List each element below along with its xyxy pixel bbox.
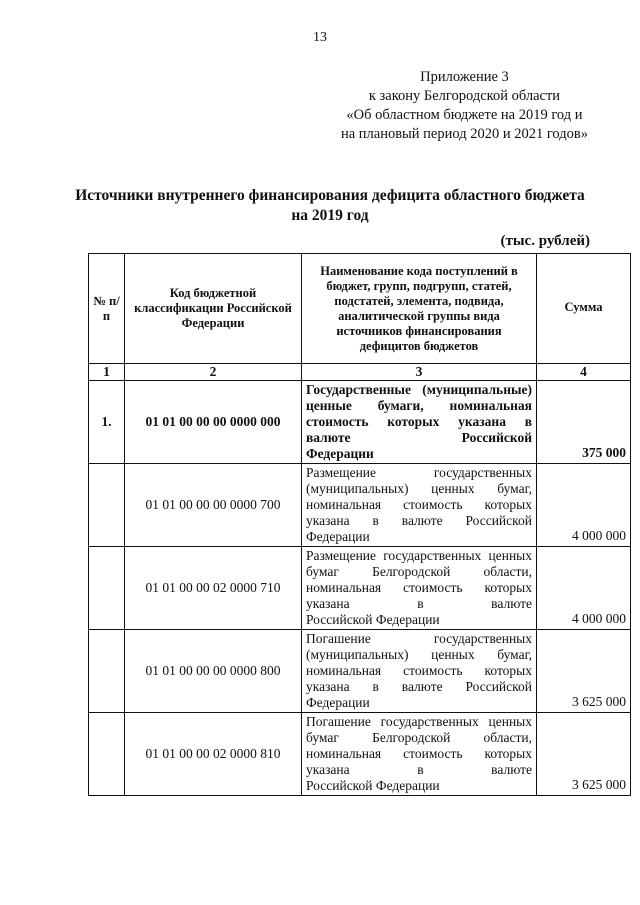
col-number: 1: [89, 364, 125, 381]
row-code: 01 01 00 00 00 0000 000: [125, 381, 302, 464]
row-num: [89, 547, 125, 630]
row-num: 1.: [89, 381, 125, 464]
units-label: (тыс. рублей): [500, 233, 590, 249]
table-row: [89, 630, 631, 713]
row-name-last: Федерации: [306, 529, 370, 544]
table-header-row: [89, 254, 631, 364]
row-name-main: Погашение государственных (муниципальных) ценных бумаг, номинальная стоимость которых указана в валюте Российской: [306, 631, 532, 694]
row-code: 01 01 00 00 02 0000 810: [125, 713, 302, 796]
row-name-last: Федерации: [306, 446, 374, 461]
row-sum: 3 625 000: [537, 630, 631, 713]
row-sum: 4 000 000: [537, 547, 631, 630]
row-name-main: Размещение государственных (муниципальных) ценных бумаг, номинальная стоимость которых указана в валюте Российской: [306, 465, 532, 528]
appendix-block: [341, 68, 588, 144]
row-name-last: Российской Федерации: [306, 778, 440, 793]
title-line-2: на 2019 год: [291, 207, 369, 224]
col-number: 4: [537, 364, 631, 381]
row-num: [89, 713, 125, 796]
row-name: [302, 464, 537, 547]
row-code: 01 01 00 00 00 0000 800: [125, 630, 302, 713]
row-num: [89, 630, 125, 713]
column-numbers-row: [89, 364, 631, 381]
row-name-main: Государственные (муниципальные) ценные бумаги, номинальная стоимость которых указана в валюте Российской: [306, 382, 532, 445]
col-number: 2: [125, 364, 302, 381]
financing-sources-table: [88, 253, 631, 796]
row-code: 01 01 00 00 00 0000 700: [125, 464, 302, 547]
row-name: [302, 381, 537, 464]
col-number: 3: [302, 364, 537, 381]
row-name-main: Погашение государственных ценных бумаг Белгородской области, номинальная стоимость которых указана в валюте: [306, 714, 532, 777]
row-name-main: Размещение государственных ценных бумаг Белгородской области, номинальная стоимость которых указана в валюте: [306, 548, 532, 611]
row-name: [302, 713, 537, 796]
appendix-line: Приложение 3: [420, 69, 509, 85]
header-code: Код бюджетной классификации Российской Федерации: [125, 254, 302, 364]
row-name: [302, 547, 537, 630]
table-row: [89, 547, 631, 630]
row-name: [302, 630, 537, 713]
header-sum: Сумма: [537, 254, 631, 364]
row-code: 01 01 00 00 02 0000 710: [125, 547, 302, 630]
appendix-line: «Об областном бюджете на 2019 год и: [346, 107, 583, 123]
row-name-last: Федерации: [306, 695, 370, 710]
row-sum: 3 625 000: [537, 713, 631, 796]
appendix-line: к закону Белгородской области: [368, 88, 561, 104]
row-name-last: Российской Федерации: [306, 612, 440, 627]
document-title: [60, 186, 600, 226]
row-num: [89, 464, 125, 547]
table-row: [89, 464, 631, 547]
table-row: [89, 713, 631, 796]
header-name: Наименование кода поступлений в бюджет, групп, подгрупп, статей, подстатей, элемента, подвида, аналитической группы вида источников финансирования дефицитов бюджетов: [302, 254, 537, 364]
page-number: 13: [313, 30, 327, 45]
appendix-line: на плановый период 2020 и 2021 годов»: [340, 126, 588, 142]
row-sum: 4 000 000: [537, 464, 631, 547]
row-sum: 375 000: [537, 381, 631, 464]
header-num: № п/п: [89, 254, 125, 364]
table-row: [89, 381, 631, 464]
title-line-1: Источники внутреннего финансирования дефицита областного бюджета: [75, 187, 585, 204]
